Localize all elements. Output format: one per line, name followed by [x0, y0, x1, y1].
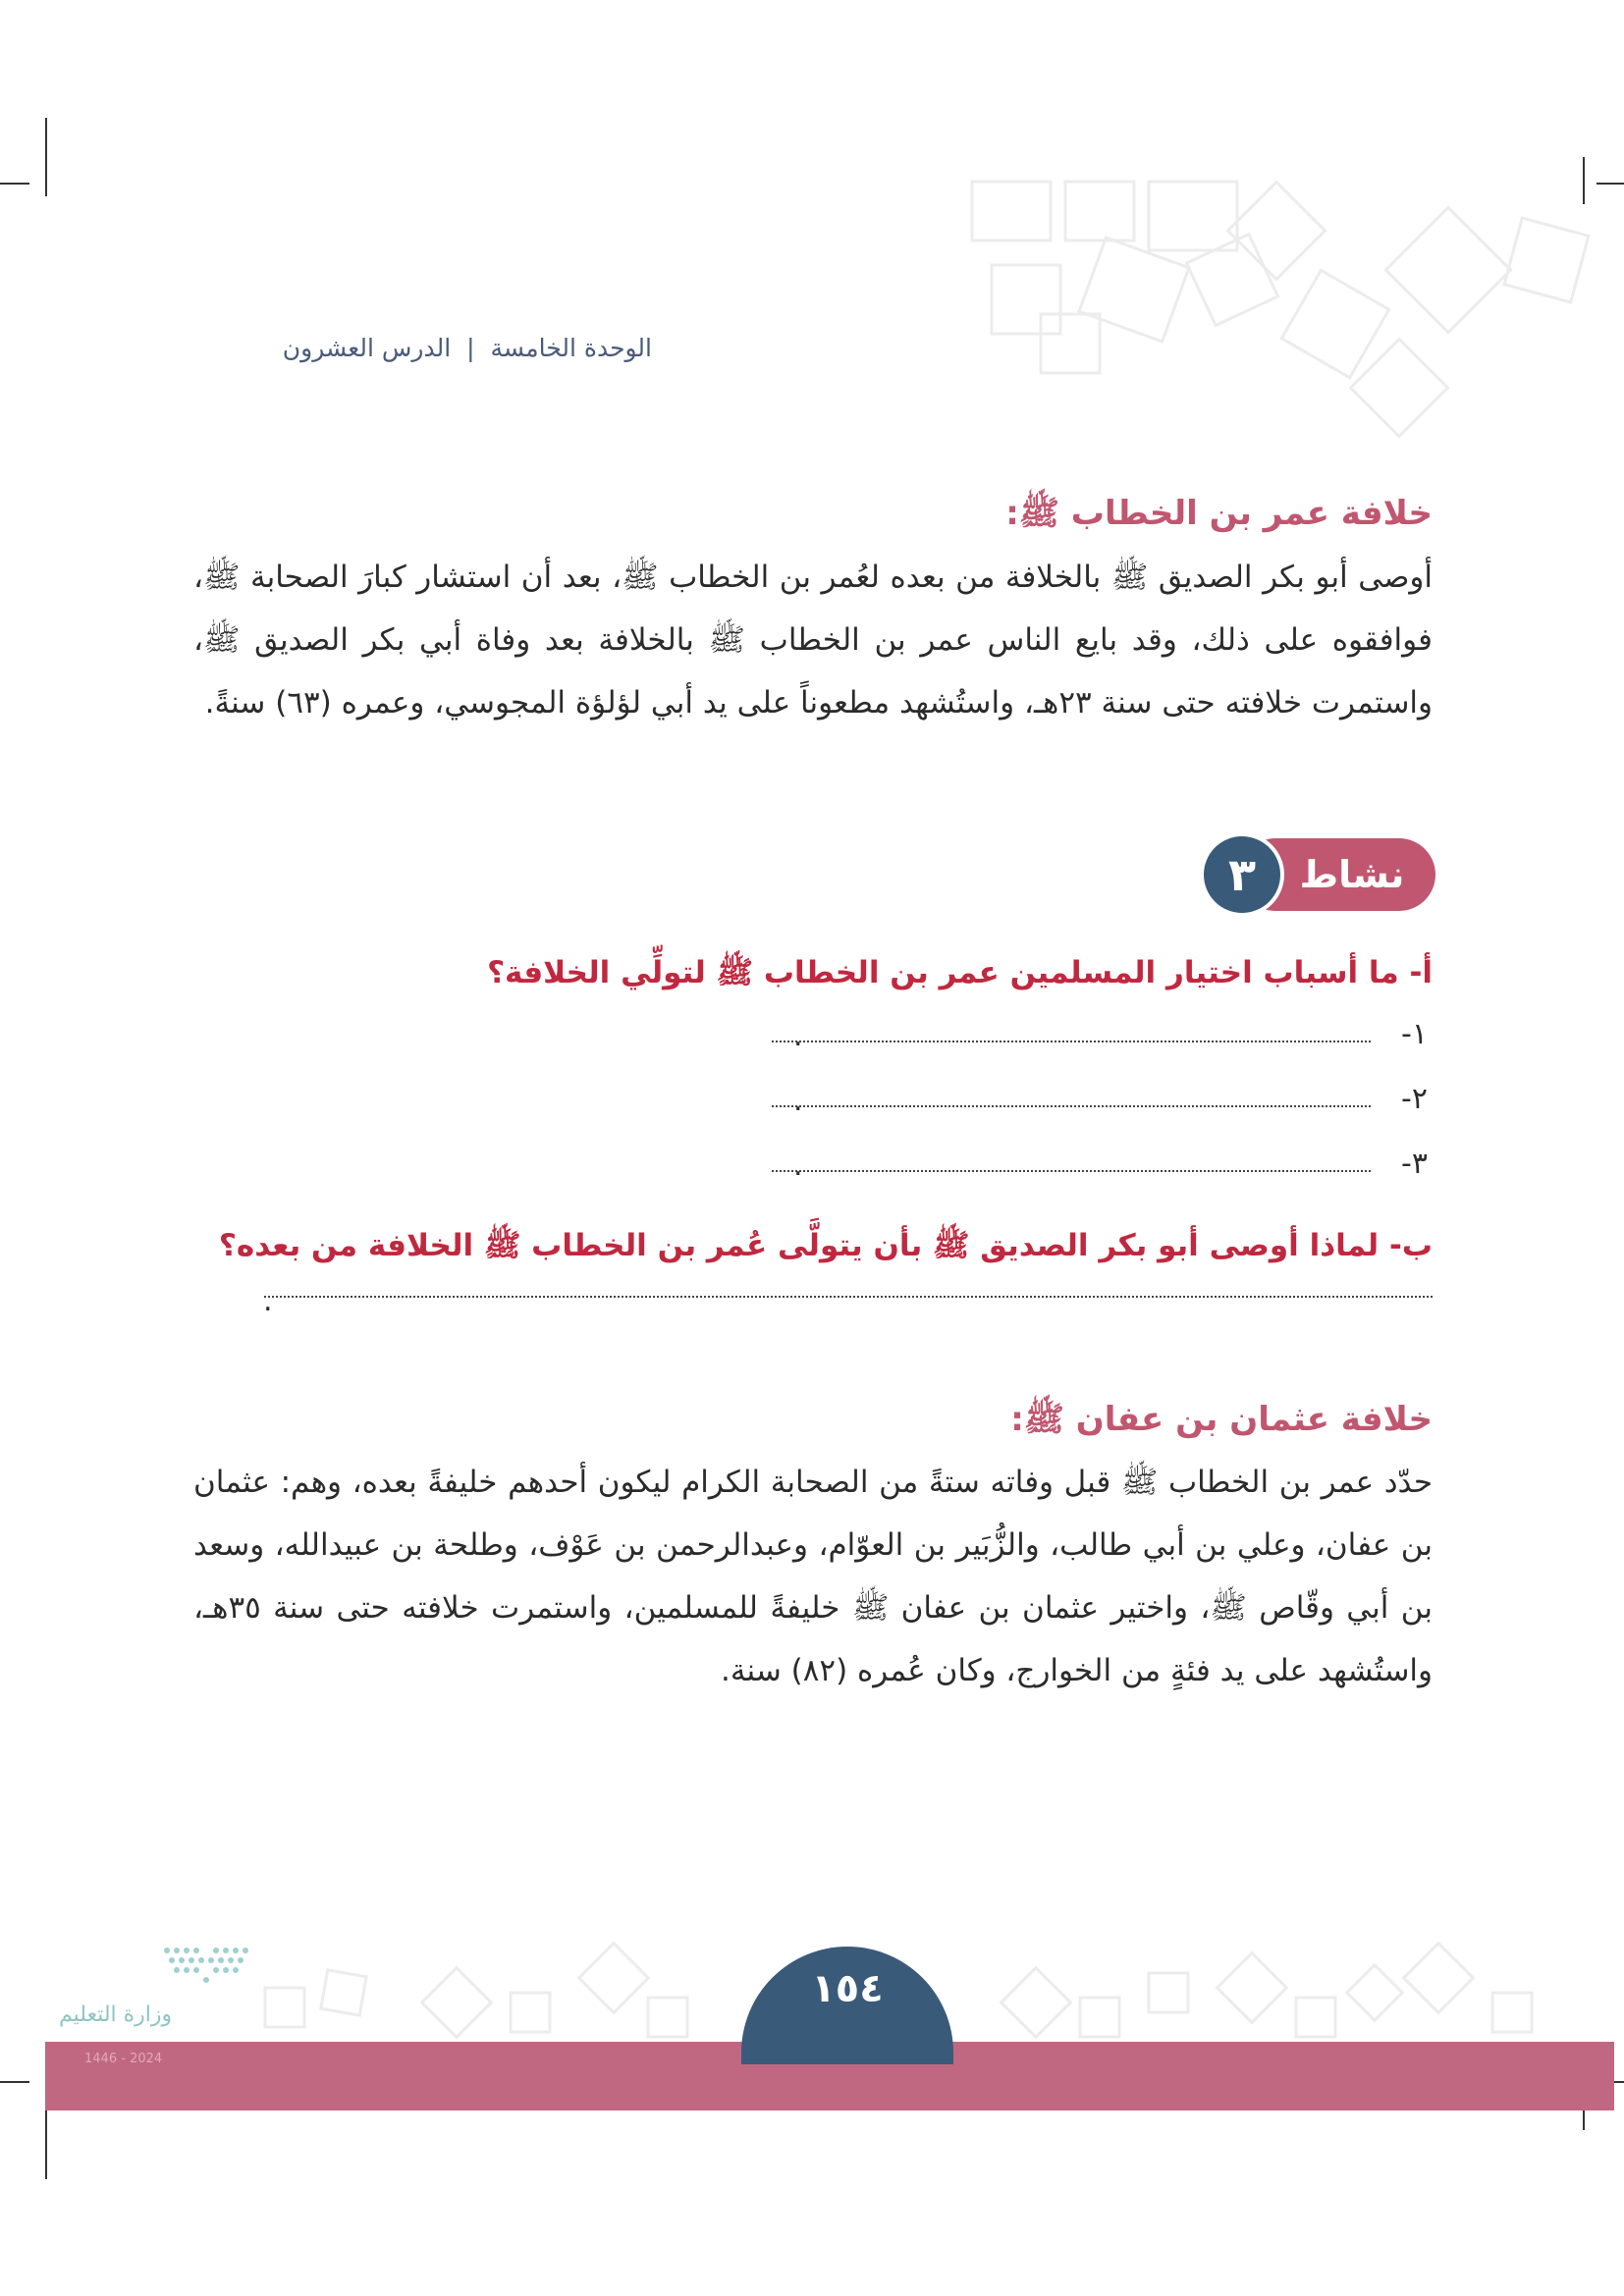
activity-badge [1200, 832, 1435, 917]
activity-label: نشاط [1239, 838, 1435, 911]
answer-period: . [793, 1084, 803, 1118]
answer-line-2[interactable] [793, 1082, 1428, 1121]
ministry-logo [59, 1939, 304, 2056]
answer-number: ١- [1401, 1017, 1428, 1051]
page-number: ١٥٤ [741, 1947, 953, 2064]
dotted-line [772, 1105, 1371, 1107]
header-separator: | [466, 334, 475, 362]
crop-mark [0, 2081, 29, 2083]
lesson-title: الدرس العشرون [282, 334, 452, 362]
answer-period: . [263, 1284, 273, 1318]
section-title-umar: خلافة عمر بن الخطاب ﷺ: [1005, 494, 1433, 533]
running-header [283, 334, 652, 362]
answer-period: . [793, 1019, 803, 1053]
activity-number: ٣ [1200, 832, 1284, 917]
crop-mark [1583, 157, 1585, 204]
answer-line-1[interactable] [793, 1017, 1428, 1056]
crop-mark [1597, 183, 1624, 185]
answer-line-b[interactable] [264, 1296, 1433, 1298]
question-b: ب- لماذا أوصى أبو بكر الصديق ﷺ بأن يتولَّى عُمر بن الخطاب ﷺ الخلافة من بعده؟ [218, 1228, 1433, 1263]
crop-mark [0, 183, 29, 185]
crop-mark [45, 118, 47, 196]
answer-period: . [793, 1148, 803, 1183]
answer-number: ٣- [1401, 1147, 1428, 1181]
question-a: أ- ما أسباب اختيار المسلمين عمر بن الخطاب ﷺ لتولِّي الخلافة؟ [487, 955, 1433, 990]
answer-number: ٢- [1401, 1082, 1428, 1116]
unit-title: الوحدة الخامسة [490, 334, 652, 362]
dotted-line [772, 1041, 1371, 1042]
paragraph-umar: أوصى أبو بكر الصديق ﷺ بالخلافة من بعده لعُمر بن الخطاب ﷺ، بعد أن استشار كبارَ الصحابة ﷺ، فوافقوه على ذلك، وقد بايع الناس عمر بن الخطاب ﷺ بالخلافة بعد وفاة أبي بكر الصديق ﷺ، واستمرت خلافته حتى سنة ٢٣هـ، واستُشهد مطعوناً على يد أبي لؤلؤة المجوسي، وعمره (٦٣) سنةً. [193, 560, 1433, 721]
section-title-uthman: خلافة عثمان بن عفان ﷺ: [1010, 1400, 1433, 1439]
paragraph-uthman: حدّد عمر بن الخطاب ﷺ قبل وفاته ستةً من الصحابة الكرام ليكون أحدهم خليفةً بعده، وهم: عثمان بن عفان، وعلي بن أبي طالب، والزُّبَير بن العوّام، وعبدالرحمن بن عَوْف، وطلحة بن عبيدالله، وسعد بن أبي وقّاص ﷺ، واختير عثمان بن عفان ﷺ خليفةً للمسلمين، واستمرت خلافته حتى سنة ٣٥هـ، واستُشهد على يد فئةٍ من الخوارج، وكان عُمره (٨٢) سنة. [193, 1465, 1433, 1688]
logo-year: 2024 - 1446 [84, 2052, 163, 2066]
logo-text: وزارة التعليم [59, 2002, 173, 2027]
dotted-line [772, 1170, 1371, 1172]
answer-line-3[interactable] [793, 1147, 1428, 1186]
